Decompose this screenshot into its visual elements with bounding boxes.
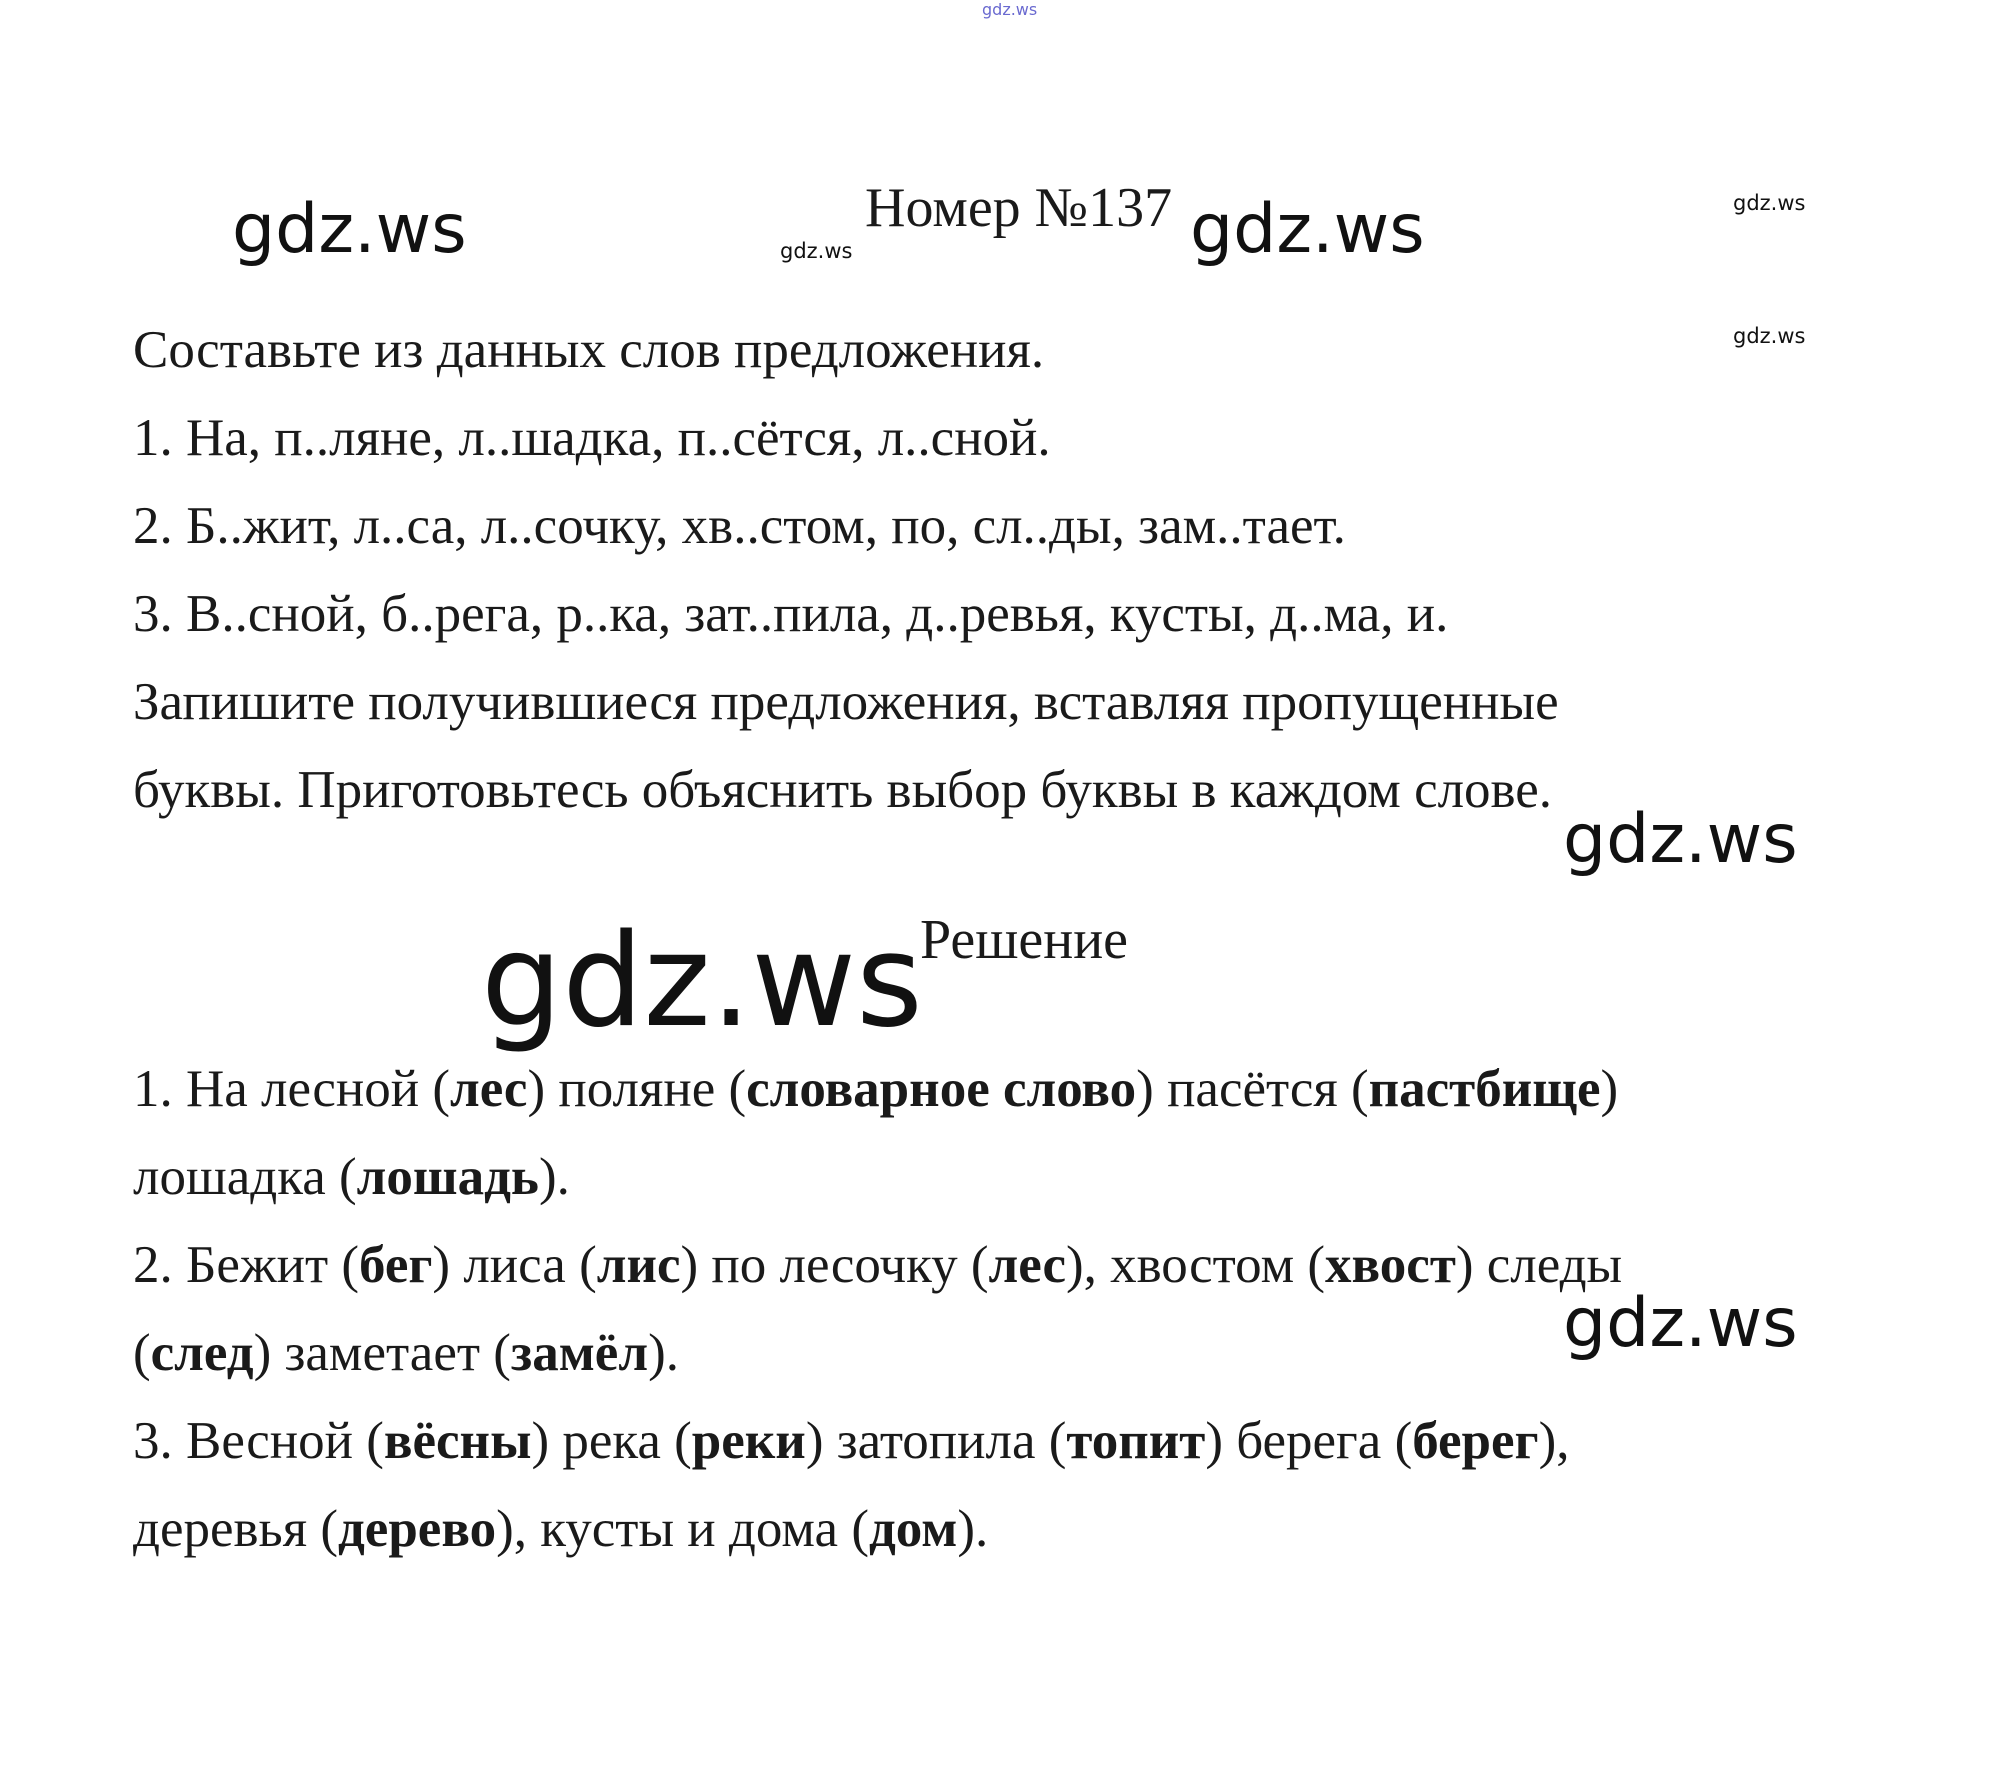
- watermark-small: gdz.ws: [780, 239, 853, 263]
- root-word: след: [150, 1324, 254, 1382]
- task-item: 3. В..сной, б..рега, р..ка, зат..пила, д..ревья, кусты, д..ма, и.: [133, 585, 1449, 643]
- root-word: замёл: [510, 1324, 649, 1382]
- watermark-small: gdz.ws: [1733, 324, 1806, 348]
- solution-line: деревья (дерево), кусты и дома (дом).: [133, 1500, 989, 1558]
- task-text: [133, 306, 1559, 834]
- watermark: gdz.ws: [1563, 1284, 1798, 1363]
- watermark: gdz.ws: [1190, 190, 1425, 269]
- watermark-top: gdz.ws: [982, 0, 1038, 19]
- solution-line: лошадка (лошадь).: [133, 1148, 570, 1206]
- task-instruction: Запишите получившиеся предложения, вставляя пропущенные: [133, 673, 1559, 731]
- root-word: лес: [450, 1060, 528, 1118]
- root-word: реки: [691, 1412, 806, 1470]
- root-word: топит: [1066, 1412, 1206, 1470]
- root-word: хвост: [1325, 1236, 1456, 1294]
- page-title: Номер №137: [865, 177, 1173, 239]
- solution-line: 1. На лесной (лес) поляне (словарное слово) пасётся (пастбище): [133, 1060, 1619, 1118]
- task-intro: Составьте из данных слов предложения.: [133, 321, 1045, 379]
- solution-line: (след) заметает (замёл).: [133, 1324, 679, 1382]
- root-word: бег: [359, 1236, 433, 1294]
- root-word: пастбище: [1368, 1060, 1601, 1118]
- watermark: gdz.ws: [1563, 800, 1798, 879]
- solution-line: 2. Бежит (бег) лиса (лис) по лесочку (лес), хвостом (хвост) следы: [133, 1236, 1623, 1294]
- task-instruction: буквы. Приготовьтесь объяснить выбор буквы в каждом слове.: [133, 761, 1553, 819]
- root-word: лес: [988, 1236, 1066, 1294]
- root-word: словарное слово: [746, 1060, 1137, 1118]
- root-word: лис: [596, 1236, 681, 1294]
- watermark-large: gdz.ws: [481, 907, 923, 1056]
- root-word: дерево: [338, 1500, 497, 1558]
- watermark: gdz.ws: [232, 190, 467, 269]
- root-word: берег: [1412, 1412, 1539, 1470]
- task-item: 2. Б..жит, л..са, л..сочку, хв..стом, по, сл..ды, зам..тает.: [133, 497, 1346, 555]
- solution-heading: Решение: [920, 909, 1129, 971]
- task-item: 1. На, п..ляне, л..шадка, п..сётся, л..сной.: [133, 409, 1051, 467]
- solution-text: [133, 1045, 1622, 1573]
- root-word: вёсны: [383, 1412, 532, 1470]
- root-word: дом: [868, 1500, 958, 1558]
- solution-line: 3. Весной (вёсны) река (реки) затопила (топит) берега (берег),: [133, 1412, 1570, 1470]
- root-word: лошадь: [356, 1148, 539, 1206]
- watermark-small: gdz.ws: [1733, 191, 1806, 215]
